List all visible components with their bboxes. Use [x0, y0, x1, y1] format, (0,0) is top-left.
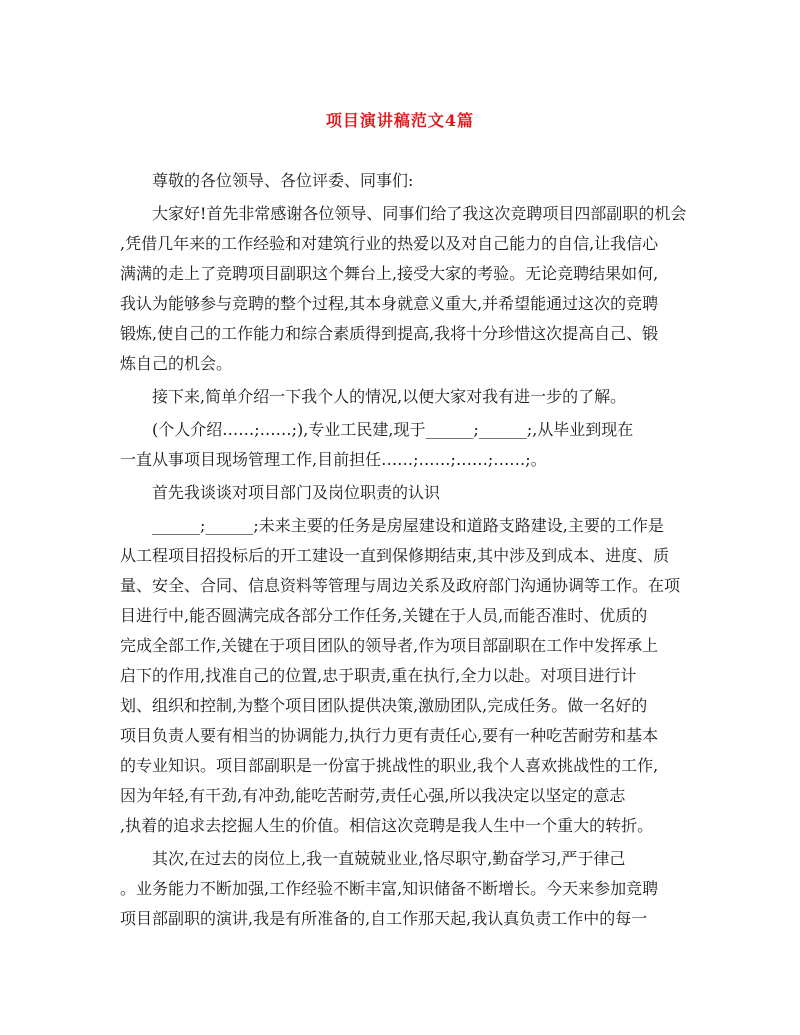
text-line: 一直从事项目现场管理工作,目前担任……;……;……;……;。	[120, 450, 547, 469]
document-title: 项目演讲稿范文4篇	[325, 111, 475, 130]
text-line: 锻炼,使自己的工作能力和综合素质得到提高,我将十分珍惜这次提高自己、锻	[120, 324, 659, 343]
personal-info-paragraph	[120, 415, 682, 475]
text-line: (个人介绍……;……;),专业工民建,现于______;______;,从毕业到现在	[152, 420, 634, 439]
document-body	[120, 166, 687, 937]
text-line: 因为年轻,有干劲,有冲劲,能吃苦耐劳,责任心强,所以我决定以坚定的意志	[120, 786, 626, 805]
experience-paragraph	[120, 844, 682, 934]
text-line: 完成全部工作,关键在于项目团队的领导者,作为项目部副职在工作中发挥承上	[120, 636, 659, 655]
greeting-paragraph	[120, 199, 687, 379]
text-line: 大家好!首先非常感谢各位领导、同事们给了我这次竞聘项目四部副职的机会	[152, 204, 687, 223]
text-line: 划、组织和控制,为整个项目团队提供决策,激励团队,完成任务。做一名好的	[120, 696, 648, 715]
text-line: 首先我谈谈对项目部门及岗位职责的认识	[152, 483, 441, 502]
text-line: 我认为能够参与竞聘的整个过程,其本身就意义重大,并希望能通过这次的竞聘	[120, 294, 659, 313]
text-line: 目进行中,能否圆满完成各部分工作任务,关键在于人员,而能否准时、优质的	[120, 606, 648, 625]
responsibilities-paragraph	[120, 511, 682, 841]
text-line: 满满的走上了竞聘项目副职这个舞台上,接受大家的考验。无论竞聘结果如何,	[120, 264, 659, 283]
intro-paragraph	[120, 382, 682, 412]
text-line: 项目部副职的演讲,我是有所准备的,自工作那天起,我认真负责工作中的每一	[120, 909, 648, 928]
text-line: ______;______;未来主要的任务是房屋建设和道路支路建设,主要的工作是	[152, 516, 664, 535]
text-line: ,凭借几年来的工作经验和对建筑行业的热爱以及对自己能力的自信,让我信心	[120, 234, 659, 253]
salutation-paragraph	[120, 166, 682, 196]
text-line: 其次,在过去的岗位上,我一直兢兢业业,恪尽职守,勤奋学习,严于律己	[152, 849, 626, 868]
text-line: 量、安全、合同、信息资料等管理与周边关系及政府部门沟通协调等工作。在项	[120, 576, 681, 595]
text-line: 。业务能力不断加强,工作经验不断丰富,知识储备不断增长。今天来参加竞聘	[120, 879, 659, 898]
text-line: ,执着的追求去挖掘人生的价值。相信这次竞聘是我人生中一个重大的转折。	[120, 816, 654, 835]
text-line: 接下来,简单介绍一下我个人的情况,以便大家对我有进一步的了解。	[152, 387, 627, 406]
text-line: 项目负责人要有相当的协调能力,执行力更有责任心,要有一种吃苦耐劳和基本	[120, 726, 659, 745]
text-line: 的专业知识。项目部副职是一份富于挑战性的职业,我个人喜欢挑战性的工作,	[120, 756, 659, 775]
text-line: 炼自己的机会。	[120, 354, 233, 373]
text-line: 启下的作用,找准自己的位置,忠于职责,重在执行,全力以赴。对项目进行计	[120, 666, 637, 685]
text-line: 从工程项目招投标后的开工建设一直到保修期结束,其中涉及到成本、进度、质	[120, 546, 670, 565]
text-line: 尊敬的各位领导、各位评委、同事们:	[152, 171, 414, 190]
section-heading-paragraph	[120, 478, 682, 508]
